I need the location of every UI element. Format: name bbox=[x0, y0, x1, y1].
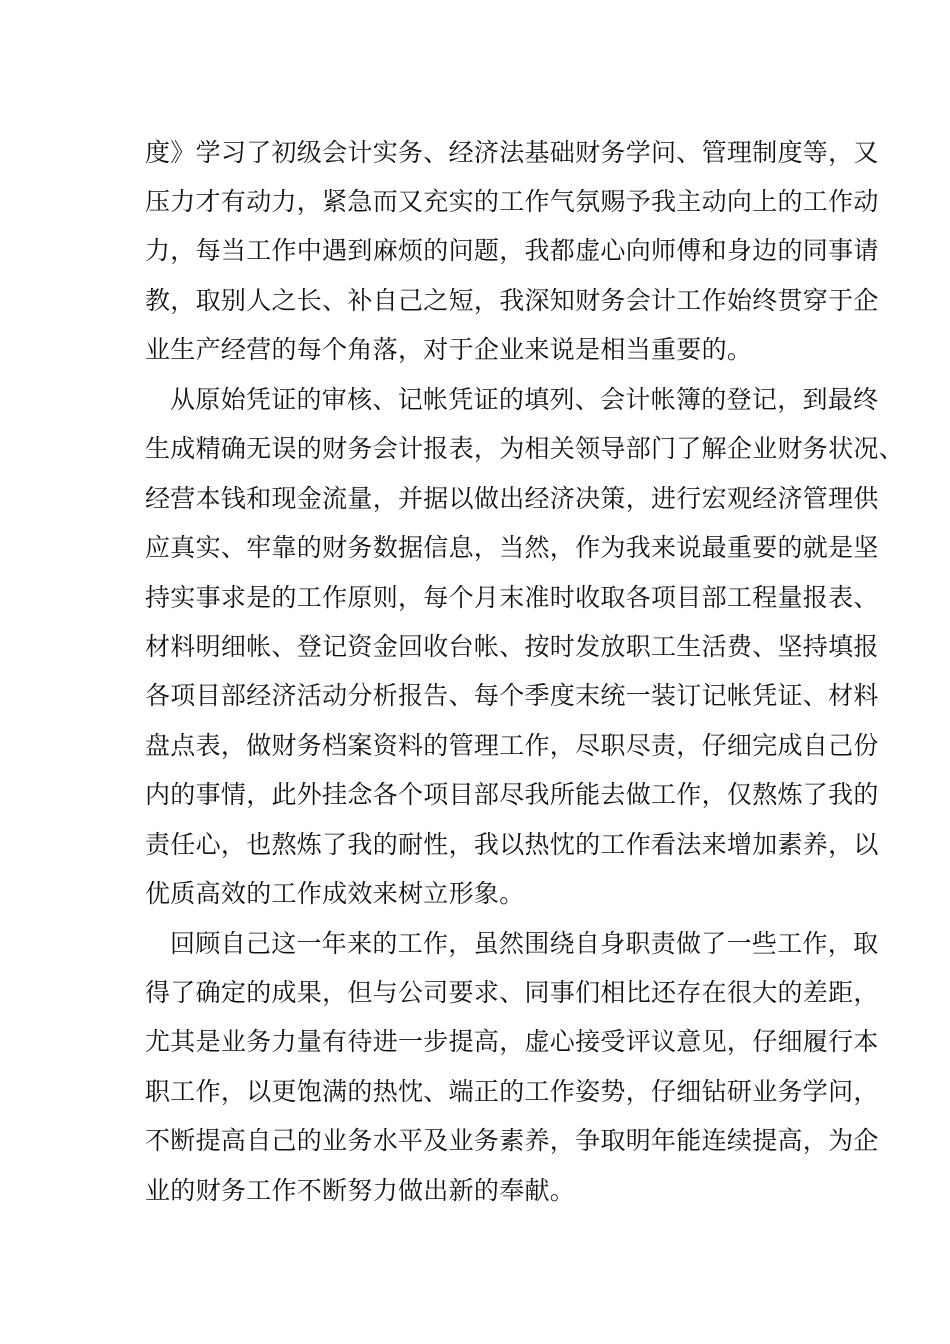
text-line: 责任心，也熬炼了我的耐性，我以热忱的工作看法来增加素养，以 bbox=[145, 830, 879, 859]
text-line: 材料明细帐、登记资金回收台帐、按时发放职工生活费、坚持填报 bbox=[145, 632, 879, 661]
text-line: 职工作，以更饱满的热忱、端正的工作姿势，仔细钻研业务学问， bbox=[145, 1077, 879, 1106]
text-line: 盘点表，做财务档案资料的管理工作，尽职尽责，仔细完成自己份 bbox=[145, 731, 879, 760]
text-line: 持实事求是的工作原则，每个月末准时收取各项目部工程量报表、 bbox=[145, 583, 879, 612]
text-line: 经营本钱和现金流量，并据以做出经济决策，进行宏观经济管理供 bbox=[145, 484, 879, 513]
text-line: 各项目部经济活动分析报告、每个季度末统一装订记帐凭证、材料 bbox=[145, 681, 879, 710]
text-line: 得了确定的成果，但与公司要求、同事们相比还存在很大的差距， bbox=[145, 978, 879, 1007]
text-line: 教，取别人之长、补自己之短，我深知财务会计工作始终贯穿于企 bbox=[145, 286, 879, 315]
text-line: 回顾自己这一年来的工作，虽然围绕自身职责做了一些工作，取 bbox=[170, 929, 879, 958]
text-line: 不断提高自己的业务水平及业务素养，争取明年能连续提高，为企 bbox=[145, 1126, 879, 1155]
text-line: 度》学习了初级会计实务、经济法基础财务学问、管理制度等，又 bbox=[145, 138, 879, 167]
text-line: 内的事情，此外挂念各个项目部尽我所能去做工作，仅熬炼了我的 bbox=[145, 780, 879, 809]
text-line: 尤其是业务力量有待进一步提高，虚心接受评议意见，仔细履行本 bbox=[145, 1027, 879, 1056]
text-line: 应真实、牢靠的财务数据信息，当然，作为我来说最重要的就是坚 bbox=[145, 533, 879, 562]
text-line: 从原始凭证的审核、记帐凭证的填列、会计帐簿的登记，到最终 bbox=[170, 385, 879, 414]
text-line: 业生产经营的每个角落，对于企业来说是相当重要的。 bbox=[145, 335, 753, 364]
text-line: 生成精确无误的财务会计报表，为相关领导部门了解企业财务状况、 bbox=[145, 434, 905, 463]
text-line: 优质高效的工作成效来树立形象。 bbox=[145, 879, 525, 908]
text-line: 压力才有动力，紧急而又充实的工作气氛赐予我主动向上的工作动 bbox=[145, 187, 879, 216]
text-line: 业的财务工作不断努力做出新的奉献。 bbox=[145, 1176, 576, 1205]
text-line: 力，每当工作中遇到麻烦的问题，我都虚心向师傅和身边的同事请 bbox=[145, 236, 879, 265]
